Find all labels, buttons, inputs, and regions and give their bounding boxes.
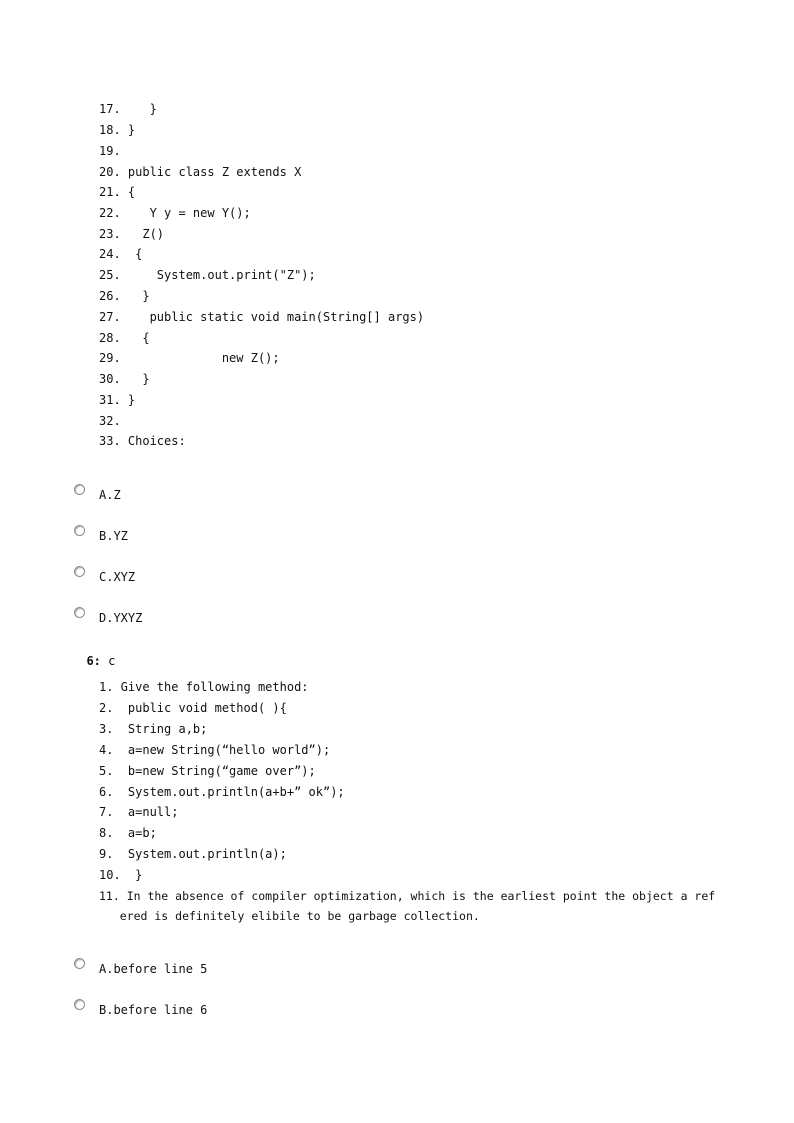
radio-button[interactable] xyxy=(74,566,85,577)
code-line: 8. a=b; xyxy=(99,826,157,840)
radio-button[interactable] xyxy=(74,958,85,969)
code-line: 7. a=null; xyxy=(99,805,179,819)
code-line: 31. } xyxy=(99,393,136,407)
code-line: ered is definitely elibile to be garbage collection. xyxy=(99,909,480,923)
option-label: D.YXYZ xyxy=(99,611,143,625)
code-line: 25. System.out.print("Z"); xyxy=(99,268,316,282)
option-label: A.Z xyxy=(99,488,121,502)
code-line: 1. Give the following method: xyxy=(99,680,309,694)
code-line: 28. { xyxy=(99,331,150,345)
question-number: 6: xyxy=(86,654,101,668)
code-line: 21. { xyxy=(99,185,136,199)
code-line: 32. xyxy=(99,414,121,428)
code-line: 24. { xyxy=(99,247,143,261)
code-line: 9. System.out.println(a); xyxy=(99,847,287,861)
code-line: 33. Choices: xyxy=(99,434,186,448)
option-label: C.XYZ xyxy=(99,570,136,584)
code-line: 11. In the absence of compiler optimization, which is the earliest point the object a ref xyxy=(99,889,716,903)
option-label: B.before line 6 xyxy=(99,1003,208,1017)
code-line: 26. } xyxy=(99,289,150,303)
code-line: 23. Z() xyxy=(99,227,165,241)
option-label: B.YZ xyxy=(99,529,128,543)
code-line: 5. b=new String(“game over”); xyxy=(99,764,316,778)
code-line: 29. new Z(); xyxy=(99,351,280,365)
code-line: 18. } xyxy=(99,123,136,137)
code-line: 27. public static void main(String[] args) xyxy=(99,310,425,324)
code-line: 3. String a,b; xyxy=(99,722,208,736)
radio-button[interactable] xyxy=(74,484,85,495)
code-line: 20. public class Z extends X xyxy=(99,165,302,179)
option-label: A.before line 5 xyxy=(99,962,208,976)
radio-button[interactable] xyxy=(74,525,85,536)
code-line: 10. } xyxy=(99,868,143,882)
code-line: 17. } xyxy=(99,102,157,116)
question-answer: c xyxy=(108,654,116,668)
radio-button[interactable] xyxy=(74,999,85,1010)
code-line: 4. a=new String(“hello world”); xyxy=(99,743,331,757)
code-line: 19. xyxy=(99,144,121,158)
code-line: 6. System.out.println(a+b+” ok”); xyxy=(99,785,345,799)
code-line: 22. Y y = new Y(); xyxy=(99,206,251,220)
question-header xyxy=(72,640,115,668)
code-line: 2. public void method( ){ xyxy=(99,701,287,715)
radio-button[interactable] xyxy=(74,607,85,618)
code-line: 30. } xyxy=(99,372,150,386)
